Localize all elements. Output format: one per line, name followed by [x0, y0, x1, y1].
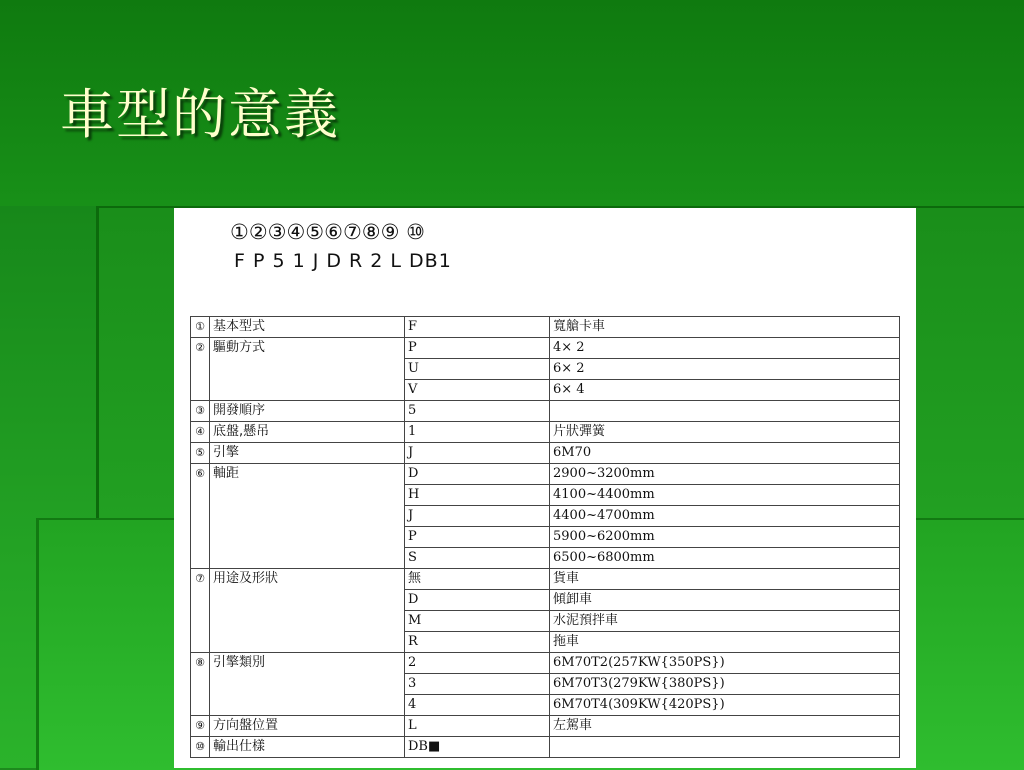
code-value: J [405, 443, 550, 464]
item-name: 引擎 [210, 443, 405, 464]
item-name: 引擎類別 [210, 653, 405, 716]
table-row [191, 716, 900, 737]
table-row [191, 443, 900, 464]
code-value: V [405, 380, 550, 401]
code-value: F [405, 317, 550, 338]
code-description: 2900~3200mm [550, 464, 900, 485]
spec-sheet-image [174, 208, 916, 768]
item-number: ⑦ [191, 569, 210, 653]
item-number: ⑧ [191, 653, 210, 716]
code-value: DB■ [405, 737, 550, 758]
table-row [191, 569, 900, 590]
code-value: U [405, 359, 550, 380]
code-description: 6M70T2(257KW{350PS}) [550, 653, 900, 674]
item-name: 軸距 [210, 464, 405, 569]
item-name: 驅動方式 [210, 338, 405, 401]
code-description: 傾卸車 [550, 590, 900, 611]
code-value: 4 [405, 695, 550, 716]
code-description: 6M70T4(309KW{420PS}) [550, 695, 900, 716]
code-description: 寬艙卡車 [550, 317, 900, 338]
code-description: 左駕車 [550, 716, 900, 737]
item-name: 用途及形狀 [210, 569, 405, 653]
code-description: 6× 2 [550, 359, 900, 380]
item-number: ⑥ [191, 464, 210, 569]
code-value: H [405, 485, 550, 506]
code-description: 6500~6800mm [550, 548, 900, 569]
code-position-markers: ①②③④⑤⑥⑦⑧⑨ ⑩ [230, 220, 425, 244]
code-description: 6M70T3(279KW{380PS}) [550, 674, 900, 695]
item-name: 開發順序 [210, 401, 405, 422]
code-value: P [405, 527, 550, 548]
code-description [550, 401, 900, 422]
item-number: ⑩ [191, 737, 210, 758]
code-value: R [405, 632, 550, 653]
code-description: 6M70 [550, 443, 900, 464]
model-code-table [190, 316, 900, 758]
code-description: 拖車 [550, 632, 900, 653]
item-number: ① [191, 317, 210, 338]
code-description: 6× 4 [550, 380, 900, 401]
table-row [191, 653, 900, 674]
code-value: 無 [405, 569, 550, 590]
code-description: 4400~4700mm [550, 506, 900, 527]
code-description: 4× 2 [550, 338, 900, 359]
item-name: 基本型式 [210, 317, 405, 338]
code-description: 水泥預拌車 [550, 611, 900, 632]
slide-title: 車型的意義 [60, 83, 340, 146]
code-description: 5900~6200mm [550, 527, 900, 548]
table-row [191, 317, 900, 338]
table-row [191, 401, 900, 422]
item-number: ⑨ [191, 716, 210, 737]
model-code-example: F P 5 1 J D R 2 L DB1 [234, 250, 452, 272]
code-description [550, 737, 900, 758]
item-number: ② [191, 338, 210, 401]
code-description: 貨車 [550, 569, 900, 590]
table-row [191, 338, 900, 359]
item-name: 輸出仕樣 [210, 737, 405, 758]
code-description: 片狀彈簧 [550, 422, 900, 443]
code-value: 3 [405, 674, 550, 695]
code-value: D [405, 464, 550, 485]
code-value: D [405, 590, 550, 611]
item-number: ⑤ [191, 443, 210, 464]
item-name: 方向盤位置 [210, 716, 405, 737]
code-value: 5 [405, 401, 550, 422]
item-number: ③ [191, 401, 210, 422]
code-description: 4100~4400mm [550, 485, 900, 506]
code-value: 2 [405, 653, 550, 674]
table-row [191, 422, 900, 443]
code-value: M [405, 611, 550, 632]
table-row [191, 464, 900, 485]
code-value: L [405, 716, 550, 737]
code-value: J [405, 506, 550, 527]
code-value: 1 [405, 422, 550, 443]
item-name: 底盤,懸吊 [210, 422, 405, 443]
table-row [191, 737, 900, 758]
code-value: P [405, 338, 550, 359]
code-value: S [405, 548, 550, 569]
item-number: ④ [191, 422, 210, 443]
